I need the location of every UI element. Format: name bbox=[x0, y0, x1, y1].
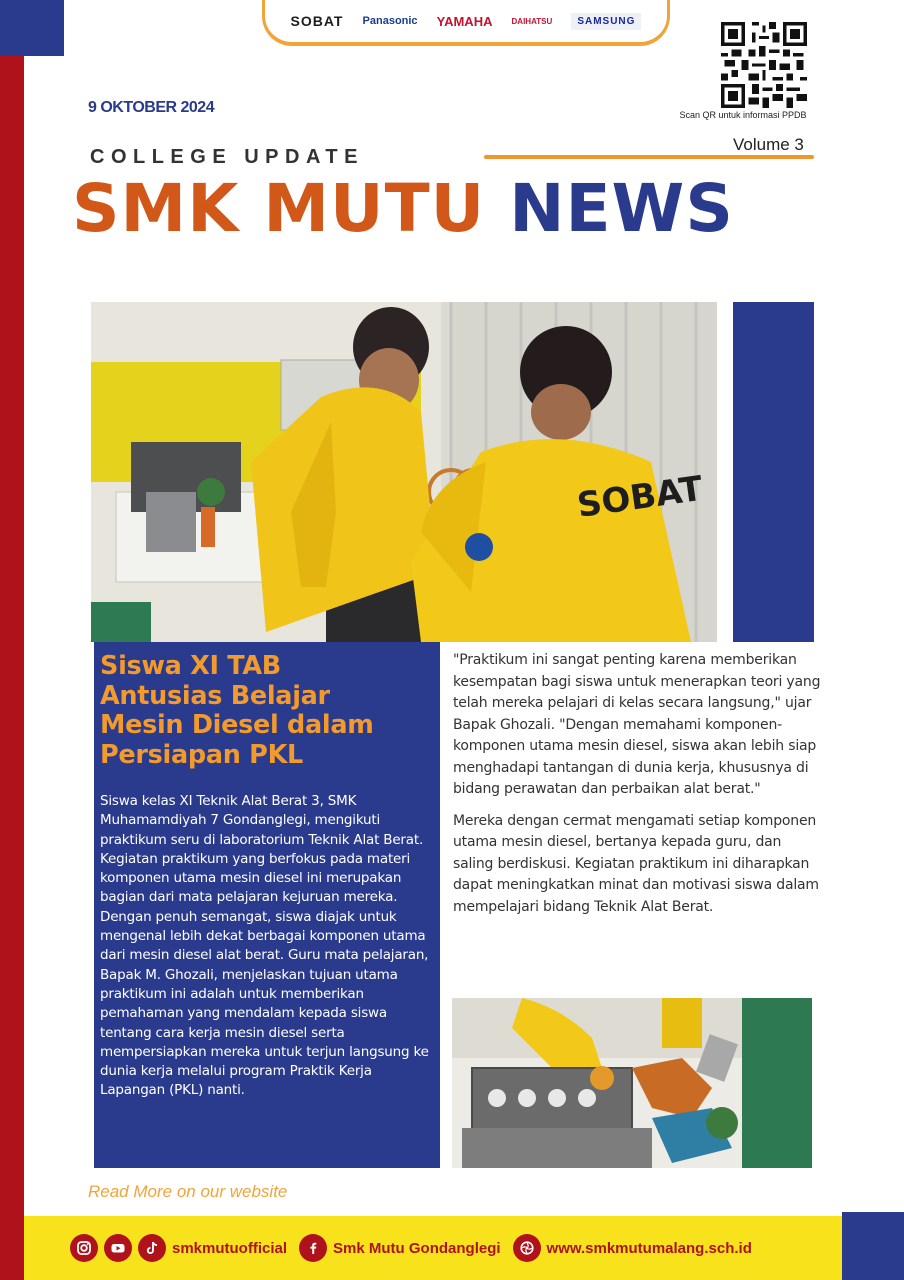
youtube-icon[interactable] bbox=[104, 1234, 132, 1262]
article-paragraph: Mereka dengan cermat mengamati setiap komponen utama mesin diesel, bertanya kepada guru, dan saling berdiskusi. Kegiatan praktikum ini diharapkan dapat meningkatkan minat dan motivasi siswa dalam mempelajari bidang Teknik Alat Berat. bbox=[453, 812, 819, 915]
instagram-icon[interactable] bbox=[70, 1234, 98, 1262]
headline-line: Mesin Diesel dalam bbox=[100, 710, 374, 740]
footer-social-bar bbox=[24, 1216, 842, 1280]
section-label: COLLEGE UPDATE bbox=[90, 146, 364, 168]
instagram-handle[interactable]: smkmutuofficial bbox=[172, 1239, 288, 1257]
panasonic-logo: Panasonic bbox=[362, 15, 418, 27]
read-more-link[interactable]: Read More on our website bbox=[88, 1182, 288, 1201]
yamaha-logo: YAMAHA bbox=[436, 13, 493, 29]
facebook-page-name[interactable]: Smk Mutu Gondanglegi bbox=[333, 1239, 501, 1257]
issue-date: 9 OKTOBER 2024 bbox=[88, 99, 215, 116]
samsung-logo: SAMSUNG bbox=[571, 13, 641, 30]
qr-caption: Scan QR untuk informasi PPDB bbox=[679, 110, 807, 120]
left-red-bar bbox=[0, 56, 24, 1280]
masthead-school: SMK MUTU bbox=[72, 170, 486, 247]
sponsor-strip bbox=[262, 0, 670, 46]
engine-parts-illustration bbox=[452, 998, 812, 1168]
article-body-left bbox=[100, 792, 432, 1101]
corner-block-bottom-right bbox=[842, 1212, 904, 1280]
article-paragraph: Siswa kelas XI Teknik Alat Berat 3, SMK Muhamamdiyah 7 Gondanglegi, mengikuti praktikum seru di laboratorium Teknik Alat Berat. Kegiatan praktikum yang berfokus pada materi komponen utama mesin diesel ini merupakan bagian dari mata pelajaran kejuruan mereka. bbox=[100, 793, 424, 906]
daihatsu-logo: DAIHATSU bbox=[511, 16, 553, 26]
sobat-logo: SOBAT bbox=[290, 13, 344, 29]
tiktok-icon[interactable] bbox=[138, 1234, 166, 1262]
qr-code[interactable] bbox=[720, 22, 808, 108]
headline-line: Antusias Belajar bbox=[100, 680, 330, 711]
hero-photo bbox=[91, 302, 717, 642]
article-paragraph: Dengan penuh semangat, siswa diajak untuk mengenal lebih dekat berbagai komponen utama dari mesin diesel alat berat. Guru mata pelajaran, Bapak M. Ghozali, menjelaskan tujuan utama praktikum ini adalah untuk memberikan pemahaman yang mendalam kepada siswa tentang cara kerja mesin diesel serta mempersiapkan mereka untuk terjun langsung ke dunia kerja melalui program Praktik Kerja Lapangan (PKL) nanti. bbox=[100, 908, 429, 1099]
shirt-badge-text: SOBAT bbox=[574, 468, 706, 526]
issue-volume: Volume 3 bbox=[733, 135, 804, 154]
headline-line: Siswa XI TAB bbox=[100, 651, 281, 681]
headline-line: Persiapan PKL bbox=[100, 739, 303, 770]
facebook-icon[interactable] bbox=[299, 1234, 327, 1262]
hero-photo-illustration bbox=[91, 302, 717, 642]
engine-parts-photo bbox=[452, 998, 812, 1168]
article-quote: "Praktikum ini sangat penting karena memberikan kesempatan bagi siswa untuk menerapkan teori yang telah mereka pelajari di kelas secara langsung," ujar Bapak Ghozali. "Dengan memahami komponen-komponen utama mesin diesel, siswa akan lebih siap menghadapi tantangan di dunia kerja, khususnya di bidang perawatan dan perbaikan alat berat." bbox=[453, 652, 821, 797]
divider-line bbox=[484, 155, 814, 159]
web-icon[interactable] bbox=[513, 1234, 541, 1262]
blue-accent-block bbox=[733, 302, 814, 642]
masthead-news: NEWS bbox=[509, 170, 734, 247]
website-url[interactable]: www.smkmutumalang.sch.id bbox=[546, 1239, 752, 1257]
article-body-right bbox=[453, 650, 823, 928]
article-headline bbox=[100, 652, 432, 770]
article-card bbox=[94, 642, 440, 1168]
masthead bbox=[72, 170, 832, 260]
corner-block-top-left bbox=[0, 0, 64, 56]
